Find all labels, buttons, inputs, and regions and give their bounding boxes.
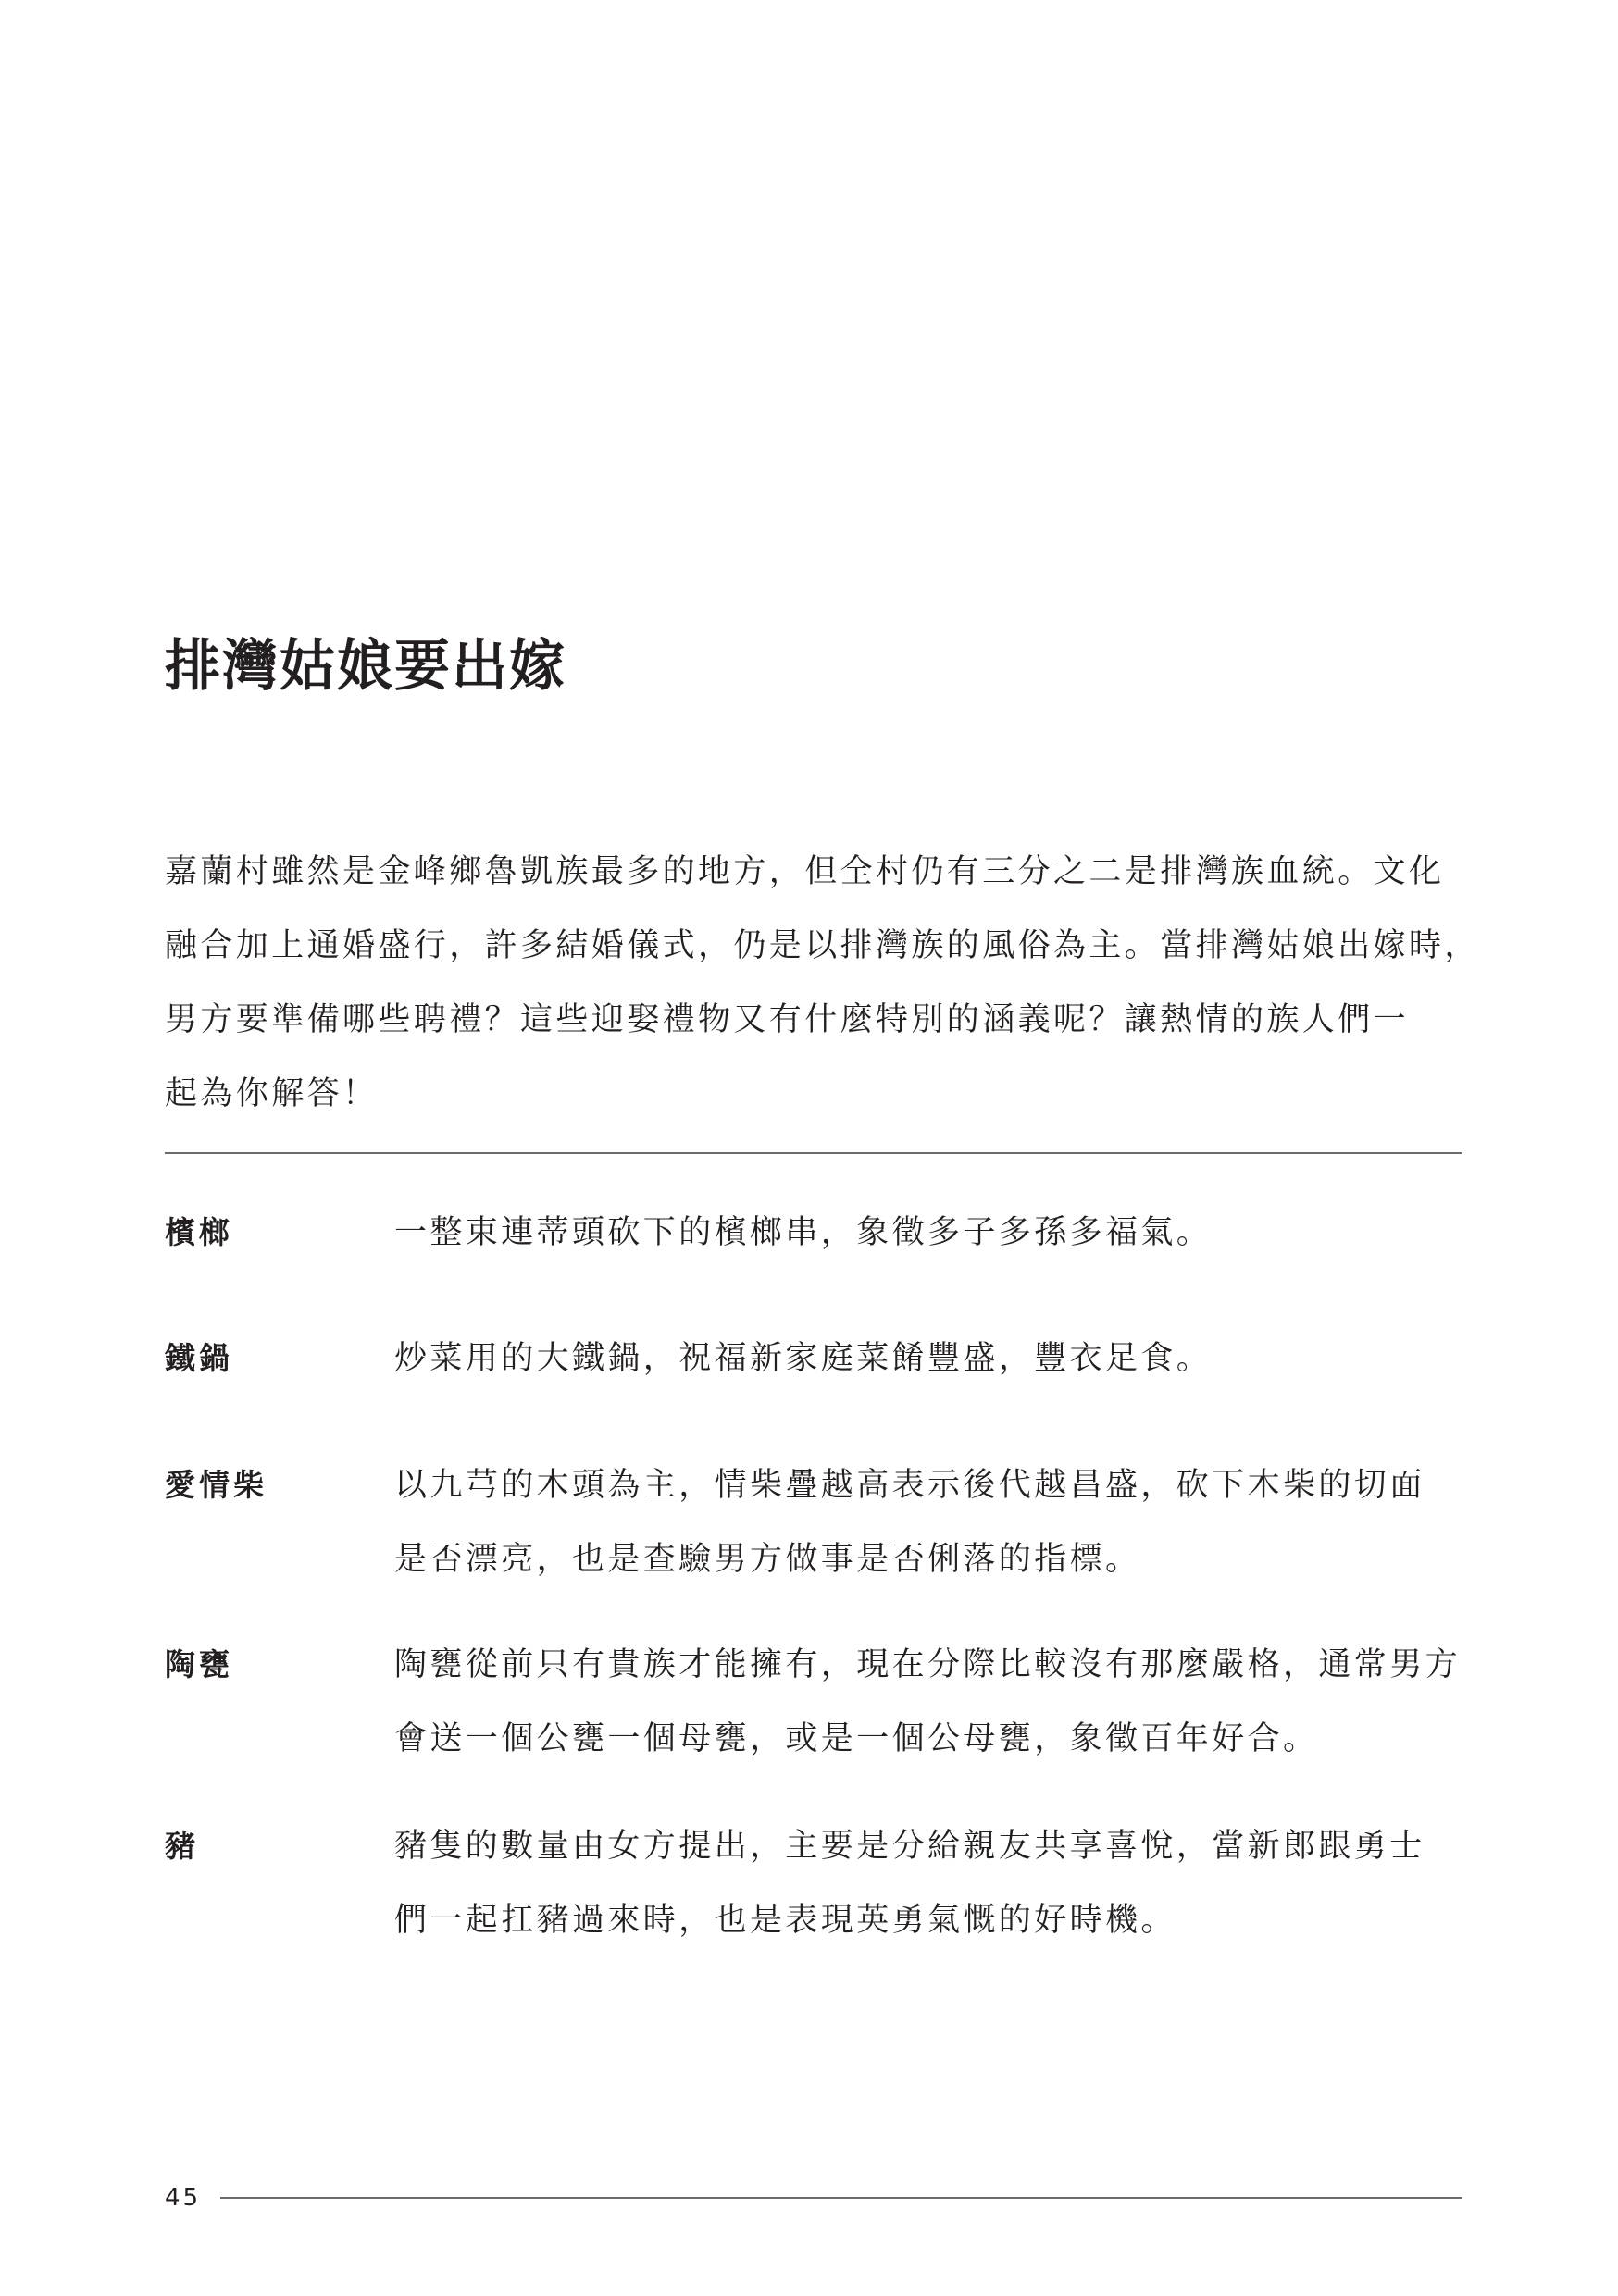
intro-line: 起為你解答！ (165, 1075, 379, 1112)
intro-line: 嘉蘭村雖然是金峰鄉魯凱族最多的地方，但全村仍有三分之二是排灣族血統。文化 (165, 853, 1445, 890)
gift-description-line: 是否漂亮，也是查驗男方做事是否俐落的指標。 (394, 1541, 1141, 1578)
gift-description-line: 們一起扛豬過來時，也是表現英勇氣慨的好時機。 (394, 1902, 1176, 1939)
intro-line: 融合加上通婚盛行，許多結婚儀式，仍是以排灣族的風俗為主。當排灣姑娘出嫁時， (165, 927, 1480, 964)
gift-term: 檳榔 (165, 1214, 233, 1250)
page-title: 排灣姑娘要出嫁 (165, 634, 566, 699)
intro-line: 男方要準備哪些聘禮？這些迎娶禮物又有什麼特別的涵義呢？讓熱情的族人們一 (165, 1001, 1410, 1038)
gift-term: 愛情柴 (165, 1467, 268, 1503)
gift-description (394, 1196, 1468, 1270)
gift-description-line: 以九芎的木頭為主，情柴疊越高表示後代越昌盛，砍下木柴的切面 (394, 1467, 1425, 1504)
section-divider (165, 1152, 1462, 1154)
gift-term: 豬 (165, 1828, 199, 1864)
gift-description-line: 會送一個公甕一個母甕，或是一個公母甕，象徵百年好合。 (394, 1720, 1319, 1757)
gift-description-line: 一整束連蒂頭砍下的檳榔串，象徵多子多孫多福氣。 (394, 1214, 1213, 1251)
gift-description-line: 炒菜用的大鐵鍋，祝福新家庭菜餚豐盛，豐衣足食。 (394, 1340, 1213, 1377)
gift-description (394, 1809, 1468, 1957)
footer-divider (220, 2197, 1462, 2199)
gift-term: 陶甕 (165, 1646, 233, 1682)
intro-paragraph (165, 835, 1480, 1131)
gift-term: 鐵鍋 (165, 1340, 233, 1376)
gift-description (394, 1322, 1468, 1396)
gift-description-line: 陶甕從前只有貴族才能擁有，現在分際比較沒有那麼嚴格，通常男方 (394, 1646, 1462, 1683)
page-number: 45 (165, 2184, 202, 2212)
gift-description (394, 1628, 1468, 1776)
gift-description-line: 豬隻的數量由女方提出，主要是分給親友共享喜悅，當新郎跟勇士 (394, 1828, 1425, 1865)
gift-description (394, 1448, 1468, 1596)
